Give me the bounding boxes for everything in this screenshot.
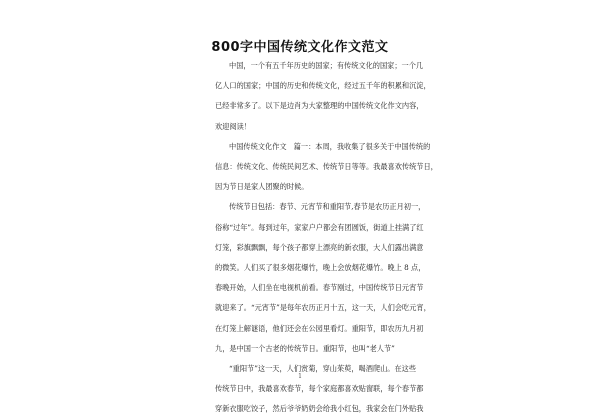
paragraph-festivals	[215, 197, 431, 359]
text-line: 传统节日中，我最喜欢春节，每个家庭都喜欢贴窗联，每个春节都	[215, 384, 424, 394]
document-title: 800字中国传统文化作文范文	[211, 40, 389, 55]
text-line: 中国，一个有五千年历史的国家；有传统文化的国家；一个几	[229, 61, 424, 70]
text-line: 传统节日包括：春节、元宵节和重阳节,春节是农历正月初一，	[229, 202, 426, 212]
text-line: 亿人口的国家；中国的历史和传统文化，经过五千年的积累和沉淀，	[215, 81, 431, 91]
text-line: 春晚开始，人们坐在电视机前看。春节刚过，中国传统节日元宵节	[215, 283, 424, 293]
text-line: 就迎来了。“元宵节”是每年农历正月十五，这一天，人们会吃元宵，	[215, 303, 431, 313]
text-line: 在灯笼上解谜语，他们还会在公园里看灯。重阳节，即农历九月初	[215, 323, 424, 333]
text-line: 穿新衣服吃饺子，然后爷爷奶奶会给我小红包，我家会在门外贴我	[215, 404, 424, 414]
document-body	[215, 56, 438, 420]
text-line: 已经非常多了。以下是边肖为大家整理的中国传统文化作文内容，	[215, 101, 424, 111]
text-line: “重阳节”这一天，人们赏菊，穿山茱萸，喝酒爬山。在这些	[229, 364, 417, 374]
text-line: 因为节日是家人团聚的时候。	[215, 182, 309, 192]
paragraph-intro	[215, 56, 431, 137]
text-line: 欢迎阅读！	[215, 121, 251, 131]
text-line: 俗称“过年”。每到过年，家家户户都会有团圆饭，街道上挂满了红	[215, 222, 424, 232]
text-line: 中国传统文化作文 篇一：本周，我收集了很多关于中国传统的	[229, 141, 431, 151]
text-line: 的微笑。人们买了很多烟花爆竹，晚上会放烟花爆竹。晚上 8 点，	[215, 263, 426, 273]
paragraph-essay-one	[215, 137, 438, 198]
paragraph-double-ninth	[215, 359, 424, 420]
text-line: 灯笼，彩旗飘飘，每个孩子都穿上漂亮的新衣服，大人们露出满意	[215, 242, 424, 252]
text-line: 信息：传统文化、传统民间艺术、传统节日等等。我最喜欢传统节日，	[215, 162, 438, 172]
text-line: 九，是中国一个古老的传统节日。重阳节，也叫“老人节”	[215, 343, 395, 353]
page-number: 1	[298, 373, 302, 380]
